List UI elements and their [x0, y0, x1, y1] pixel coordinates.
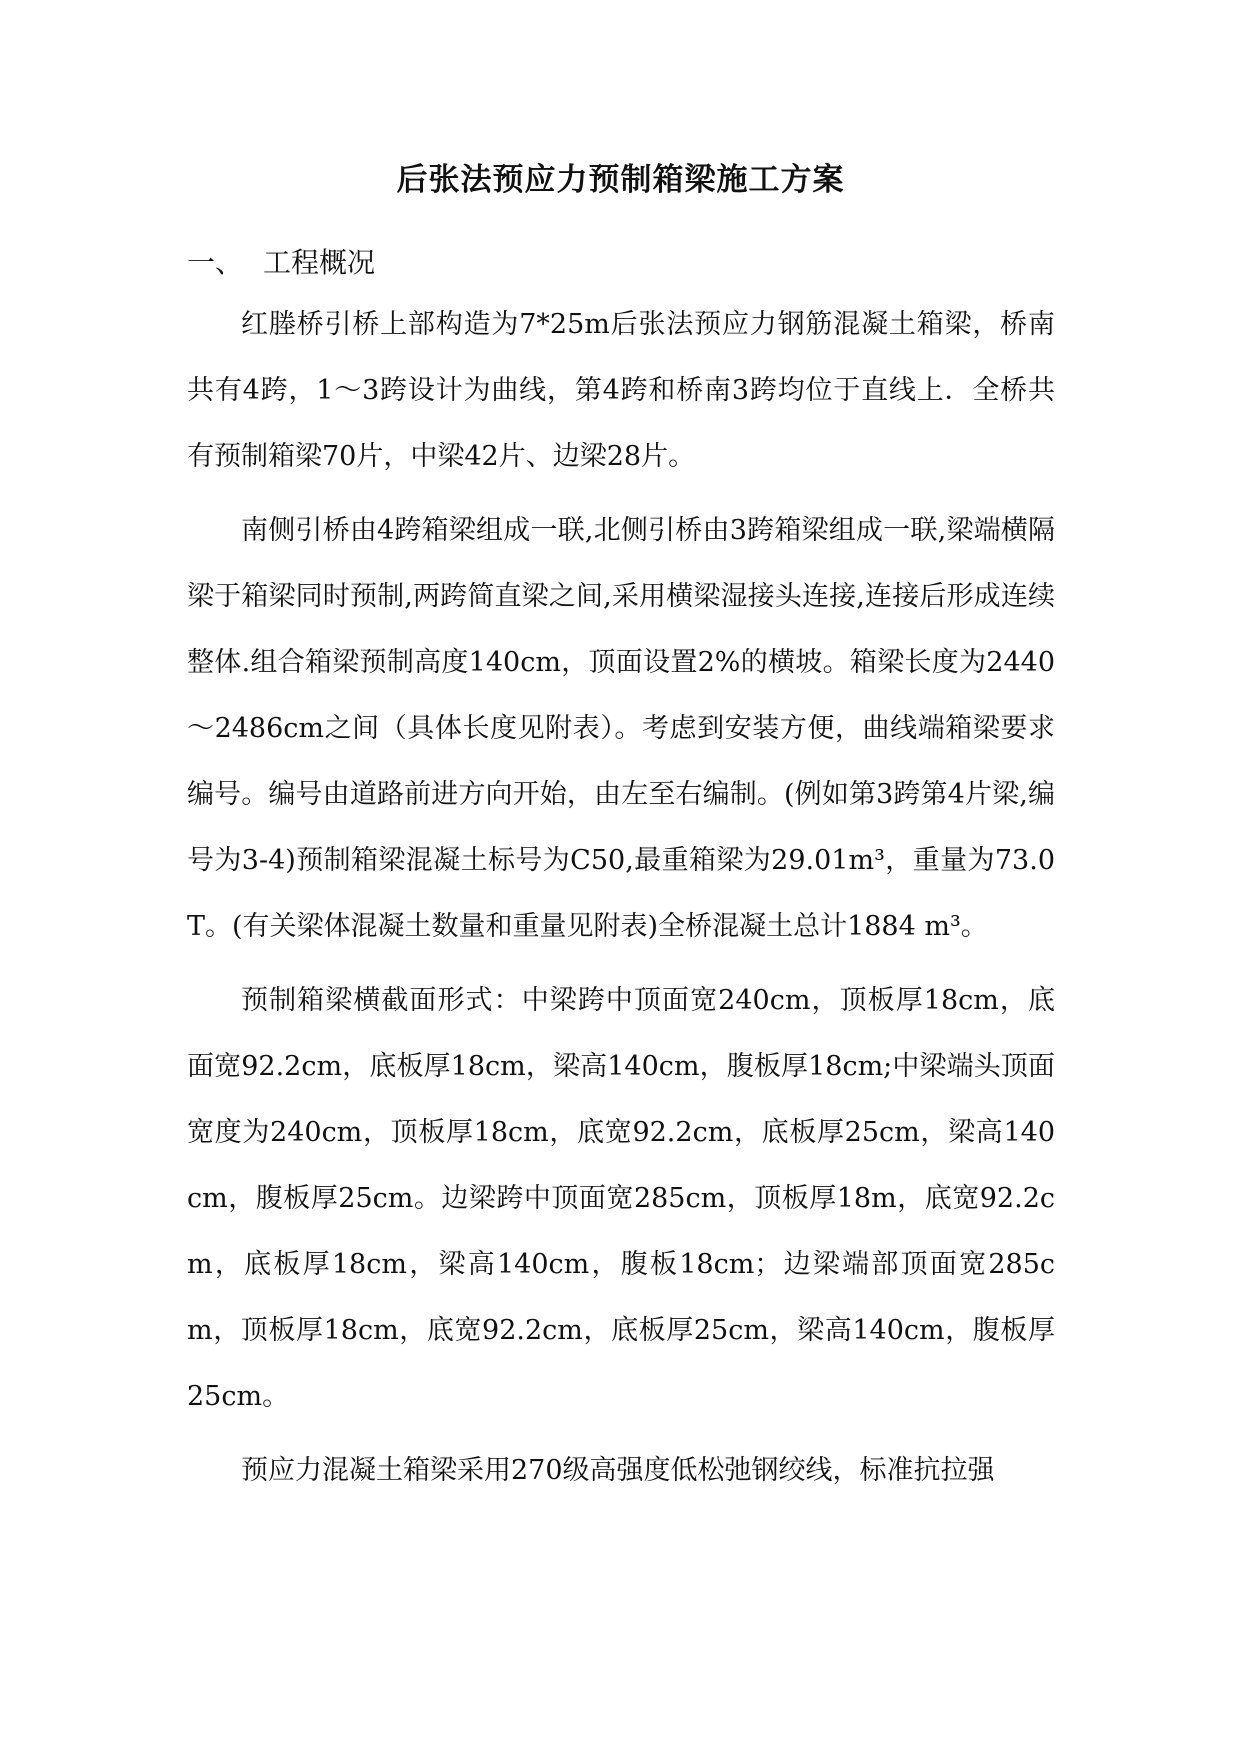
paragraph-prestress: 预应力混凝土箱梁采用270级高强度低松弛钢绞线，标准抗拉强 — [241, 1455, 995, 1486]
paragraph-overview: 红塍桥引桥上部构造为7*25m后张法预应力钢筋混凝土箱梁，桥南共有4跨，1～3跨设计为曲线，第4跨和桥南3跨均位于直线上．全桥共有预制箱梁70片，中梁42片、边梁28片。 — [187, 309, 1055, 472]
section-heading — [187, 243, 375, 283]
document-body — [187, 292, 1055, 1504]
paragraph-structure: 南侧引桥由4跨箱梁组成一联,北侧引桥由3跨箱梁组成一联,梁端横隔梁于箱梁同时预制,两跨简直梁之间,采用横梁湿接头连接,连接后形成连续整体.组合箱梁预制高度140cm，顶面设置2%的横坡。箱梁长度为2440～2486cm之间（具体长度见附表）。考虑到安装方便，曲线端箱梁要求编号。编号由道路前进方向开始，由左至右编制。(例如第3跨第4片梁,编号为3-4)预制箱梁混凝土标号为C50,最重箱梁为29.01m³，重量为73.0T。(有关梁体混凝土数量和重量见附表)全桥混凝土总计1884 m³。 — [187, 515, 1055, 942]
section-number: 一、 — [187, 246, 244, 279]
document-title: 后张法预应力预制箱梁施工方案 — [396, 162, 845, 198]
paragraph-cross-section: 预制箱梁横截面形式：中梁跨中顶面宽240cm，顶板厚18cm，底面宽92.2cm，底板厚18cm，梁高140cm，腹板厚18cm;中梁端头顶面宽度为240cm，顶板厚18cm，底宽92.2cm，底板厚25cm，梁高140cm，腹板厚25cm。边梁跨中顶面宽285cm，顶板厚18m，底宽92.2cm，底板厚18cm，梁高140cm，腹板18cm；边梁端部顶面宽285cm，顶板厚18cm，底宽92.2cm，底板厚25cm，梁高140cm，腹板厚25cm。 — [187, 985, 1055, 1412]
section-title: 工程概况 — [263, 246, 376, 279]
